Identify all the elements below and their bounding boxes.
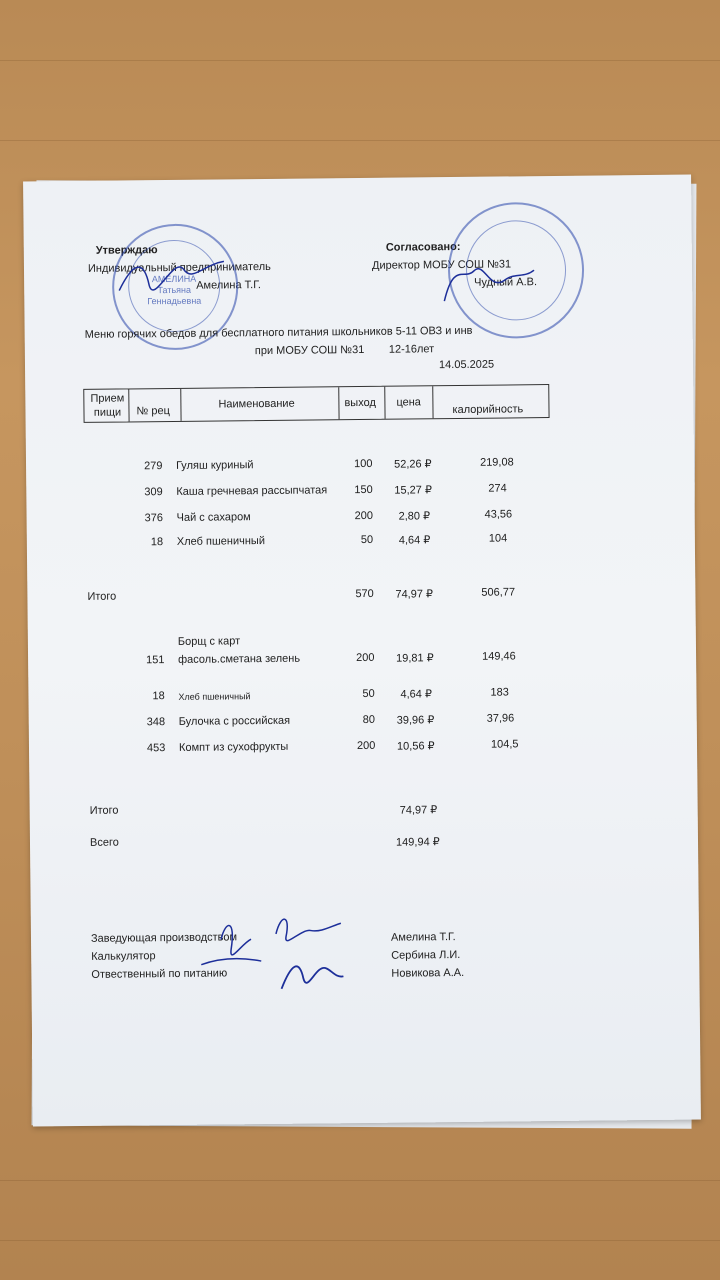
approve-label: Утверждаю xyxy=(95,244,158,257)
approve-line2: Амелина Т.Г. xyxy=(196,279,261,292)
dish-yield: 100 xyxy=(353,457,373,471)
dish-name: фасоль.сметана зелень xyxy=(178,652,301,666)
dish-yield: 200 xyxy=(354,509,374,523)
header-price: цена xyxy=(396,396,421,409)
dish-kcal: 37,96 xyxy=(486,712,515,725)
dish-name: Хлеб пшеничный xyxy=(176,535,266,548)
rec-number: 279 xyxy=(143,460,163,473)
total-kcal: 506,77 xyxy=(481,586,516,599)
menu-date: 14.05.2025 xyxy=(438,358,495,372)
dish-name: Хлеб пшеничный xyxy=(178,691,251,702)
agree-line2: Чудный А.В. xyxy=(474,276,538,289)
staff-name: Новикова А.А. xyxy=(391,966,465,980)
agree-line1: Директор МОБУ СОШ №31 xyxy=(371,258,512,272)
dish-kcal: 43,56 xyxy=(484,508,513,521)
rec-number: 309 xyxy=(144,486,163,499)
dish-yield: 80 xyxy=(362,713,376,726)
dish-yield: 50 xyxy=(360,533,374,547)
dish-yield: 200 xyxy=(356,739,376,753)
dish-name: Чай с сахаром xyxy=(176,511,251,524)
staff-role: Отвественный по питанию xyxy=(91,967,228,981)
dish-kcal: 274 xyxy=(488,482,507,495)
grand-total-price: 149,94 ₽ xyxy=(395,836,440,849)
menu-document xyxy=(23,175,701,1127)
header-name: Наименование xyxy=(218,397,295,411)
dish-name: Гуляш куриный xyxy=(175,459,254,472)
staff-name: Сербина Л.И. xyxy=(391,948,461,962)
header-rec: № рец xyxy=(136,404,170,418)
dish-name: Булочка с российская xyxy=(178,714,291,728)
dish-kcal: 149,46 xyxy=(482,650,516,663)
total-price: 74,97 ₽ xyxy=(395,588,434,601)
dish-yield: 50 xyxy=(362,687,375,700)
dish-price: 4,64 ₽ xyxy=(400,688,432,701)
header-kcal: калорийность xyxy=(452,403,524,417)
dish-name: Борщ с карт xyxy=(177,635,241,648)
left-signature xyxy=(114,249,235,310)
grand-total-label: Всего xyxy=(89,836,119,849)
dish-price: 15,27 ₽ xyxy=(394,484,432,497)
dish-price: 39,96 ₽ xyxy=(396,714,435,727)
dish-yield: 200 xyxy=(356,651,375,665)
dish-price: 4,64 ₽ xyxy=(398,534,431,547)
header-yield: выход xyxy=(344,396,376,410)
dish-kcal: 183 xyxy=(490,686,509,699)
total-yield: 570 xyxy=(355,587,374,601)
left-stamp-line2: Татьяна xyxy=(157,284,192,296)
header-meal: Прием пищи xyxy=(90,392,125,419)
total-label: Итого xyxy=(87,590,117,603)
dish-kcal: 104,5 xyxy=(490,738,519,751)
dish-price: 19,81 ₽ xyxy=(396,652,434,665)
dish-kcal: 219,08 xyxy=(479,456,514,469)
rec-number: 453 xyxy=(146,742,166,755)
menu-title-line1: Меню горячих обедов для бесплатного питания школьников 5-11 ОВЗ и инв xyxy=(84,324,473,341)
dish-name: Каша гречневая рассыпчатая xyxy=(176,484,328,498)
approve-line1: Индивидуальный предприниматель xyxy=(87,260,271,275)
left-stamp-line1: АМЕЛИНА xyxy=(151,273,197,285)
dish-yield: 150 xyxy=(354,483,373,497)
rec-number: 376 xyxy=(144,512,164,525)
total-price: 74,97 ₽ xyxy=(399,804,438,817)
rec-number: 18 xyxy=(152,690,165,703)
dish-price: 52,26 ₽ xyxy=(393,458,432,471)
staff-role: Калькулятор xyxy=(91,950,156,963)
dish-price: 10,56 ₽ xyxy=(396,740,435,753)
right-signature xyxy=(434,250,545,311)
table-header xyxy=(83,384,549,423)
rec-number: 18 xyxy=(150,536,164,549)
agree-label: Согласовано: xyxy=(385,240,461,254)
staff-signatures xyxy=(181,908,352,1000)
staff-name: Амелина Т.Г. xyxy=(390,931,456,944)
rec-number: 348 xyxy=(146,716,166,729)
rec-number: 151 xyxy=(146,654,165,667)
total-label: Итого xyxy=(89,804,119,817)
dish-price: 2,80 ₽ xyxy=(398,510,431,523)
menu-title-line2: при МОБУ СОШ №31 xyxy=(254,343,365,358)
menu-title-age: 12-16лет xyxy=(388,343,435,356)
left-stamp-line3: Геннадьевна xyxy=(147,295,202,307)
staff-role: Заведующая производством xyxy=(90,931,238,945)
dish-name: Компт из сухофрукты xyxy=(178,740,289,754)
dish-kcal: 104 xyxy=(488,532,508,545)
